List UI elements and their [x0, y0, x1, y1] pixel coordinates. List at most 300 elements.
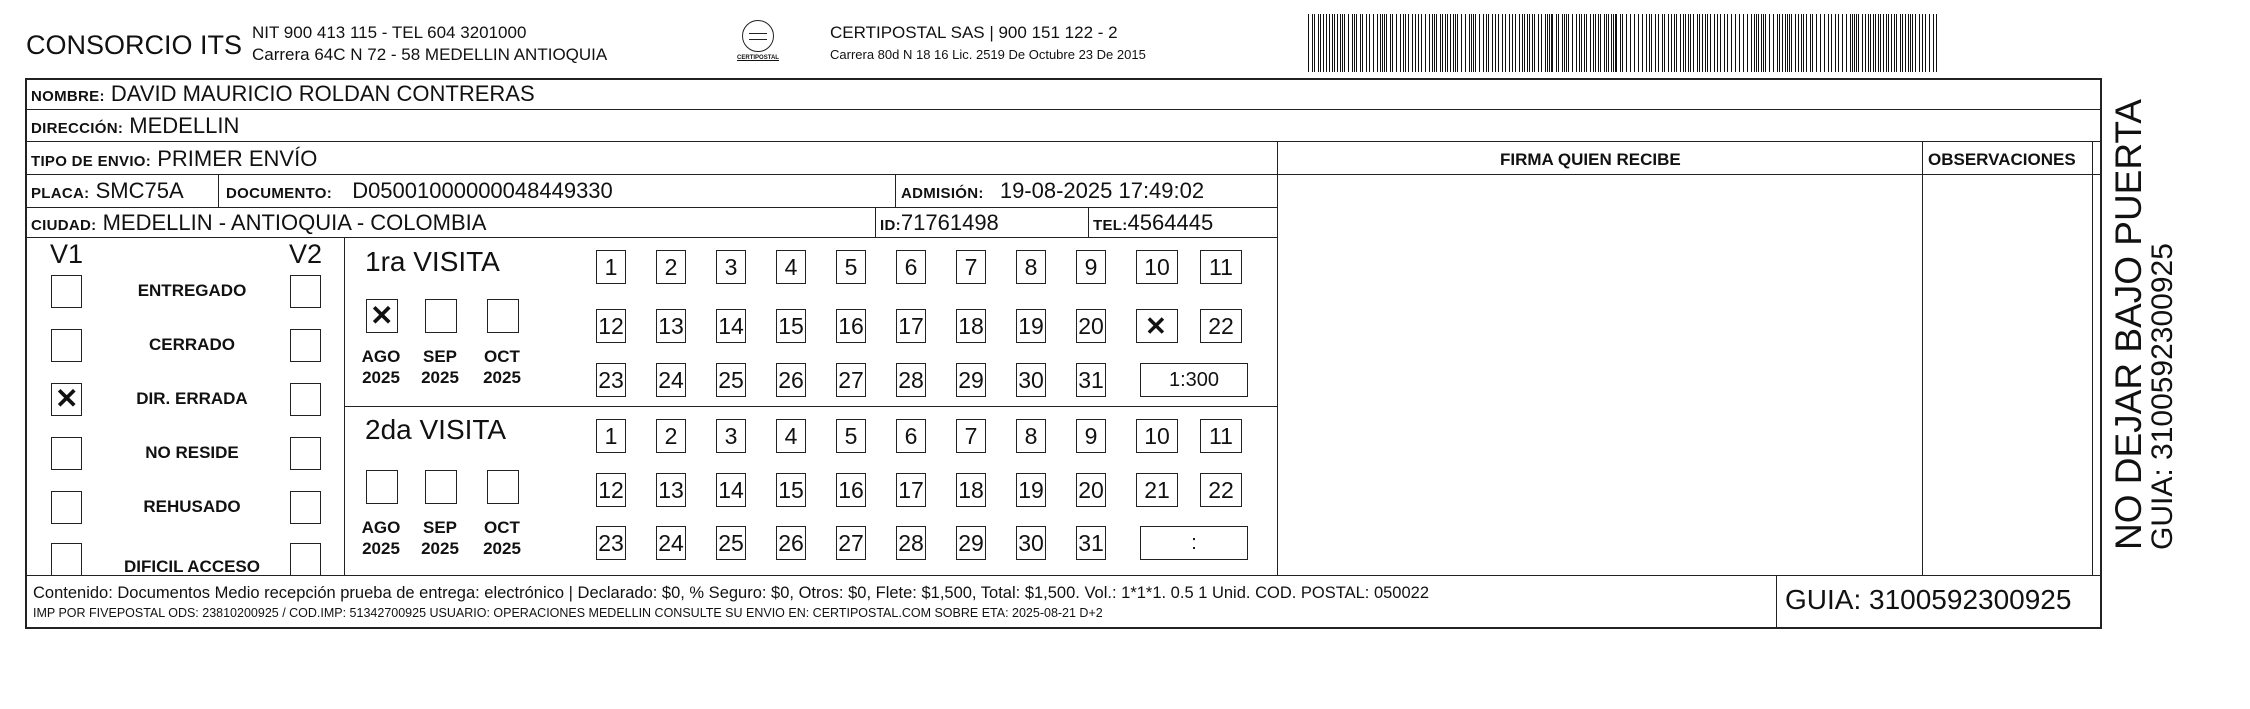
certipostal-logo [732, 20, 784, 68]
id-value: 71761498 [900, 210, 999, 235]
barcode-bar [1763, 14, 1764, 72]
barcode-bar [1382, 14, 1383, 72]
barcode-bar [1854, 14, 1855, 72]
barcode-bar [1782, 14, 1783, 72]
barcode-bar [1710, 14, 1711, 72]
barcode-bar [1933, 14, 1934, 72]
barcode-bar [1858, 14, 1859, 72]
tipo-envio-row [31, 146, 317, 172]
barcode-bar [1900, 14, 1901, 72]
barcode-bar [1453, 14, 1454, 72]
status-label-rehusado: REHUSADO [143, 497, 241, 516]
barcode-bar [1403, 14, 1404, 72]
barcode-bar [1461, 14, 1462, 72]
first-visit-day-14[interactable]: 14 [716, 309, 746, 343]
first-visit-day-18[interactable]: 18 [956, 309, 986, 343]
placa-cell [31, 178, 184, 204]
barcode-bar [1606, 14, 1607, 72]
second-visit-day-24[interactable]: 24 [656, 526, 686, 560]
barcode-bar [1929, 14, 1930, 72]
second-visit-time-box[interactable]: : [1140, 526, 1248, 560]
first-visit-day-27[interactable]: 27 [836, 363, 866, 397]
barcode-bar [1717, 14, 1718, 72]
barcode-bar [1377, 14, 1378, 72]
first-visit-day-26[interactable]: 26 [776, 363, 806, 397]
barcode-bar [1754, 14, 1755, 72]
v1-checkbox-cerrado[interactable] [51, 329, 82, 362]
second-visit-day-28[interactable]: 28 [896, 526, 926, 560]
barcode-bar [1522, 14, 1523, 72]
barcode-bar [1488, 14, 1489, 72]
barcode-bar [1828, 14, 1829, 72]
barcode-bar [1356, 14, 1357, 72]
documento-cell [226, 178, 613, 204]
second-visit-day-3[interactable]: 3 [716, 419, 746, 453]
tel-cell [1093, 210, 1213, 236]
first-visit-day-10[interactable]: 10 [1136, 250, 1178, 284]
barcode-bar [1440, 14, 1441, 72]
barcode-bar [1509, 14, 1510, 72]
barcode-bar [1908, 14, 1909, 72]
barcode-bar [1473, 14, 1474, 72]
barcode-bar [1611, 14, 1612, 72]
barcode-bar [1354, 14, 1355, 72]
company-info [252, 22, 607, 66]
barcode-bar [1683, 14, 1684, 72]
barcode-bar [1436, 14, 1437, 72]
barcode-bar [1688, 14, 1689, 72]
observaciones-header: OBSERVACIONES [1928, 150, 2076, 169]
barcode-bar [1332, 14, 1333, 72]
status-label-no-reside: NO RESIDE [145, 443, 239, 462]
barcode-bar [1551, 14, 1553, 72]
first-visit-day-6[interactable]: 6 [896, 250, 926, 284]
barcode-bar [1883, 14, 1884, 72]
barcode-bar [1352, 14, 1353, 72]
barcode-bar [1820, 14, 1821, 72]
barcode-bar [1564, 14, 1565, 72]
barcode-bar [1538, 14, 1539, 72]
barcode-bar [1400, 14, 1401, 72]
barcode-bar [1323, 14, 1324, 72]
barcode-bar [1735, 14, 1736, 72]
barcode-bar [1850, 14, 1851, 72]
first-visit-day-1[interactable]: 1 [596, 250, 626, 284]
x-mark-icon: ✕ [370, 300, 394, 331]
first-visit-day-9[interactable]: 9 [1076, 250, 1106, 284]
direccion-value: MEDELLIN [129, 113, 240, 138]
barcode-bar [1705, 14, 1706, 72]
barcode-bar [1789, 14, 1790, 72]
v2-header: V2 [289, 239, 323, 269]
first-visit-day-3[interactable]: 3 [716, 250, 746, 284]
second-visit-day-8[interactable]: 8 [1016, 419, 1046, 453]
barcode-bar [1465, 14, 1466, 72]
second-visit-day-27[interactable]: 27 [836, 526, 866, 560]
barcode [1308, 14, 1942, 72]
courier-address: Carrera 80d N 18 16 Lic. 2519 De Octubre 23 De 2015 [830, 47, 1146, 62]
barcode-bar [1806, 14, 1807, 72]
barcode-bar [1720, 14, 1721, 72]
v1-header: V1 [50, 239, 84, 269]
first-visit-month-checkbox-sep[interactable] [425, 299, 457, 333]
barcode-bar [1455, 14, 1456, 72]
second-visit-day-5[interactable]: 5 [836, 419, 866, 453]
barcode-bar [1590, 14, 1591, 72]
first-visit-day-21[interactable] [1136, 309, 1178, 343]
second-visit-day-13[interactable]: 13 [656, 473, 686, 507]
v2-checkbox-dir-errada[interactable] [290, 383, 321, 416]
second-visit-day-1[interactable]: 1 [596, 419, 626, 453]
admision-label: ADMISIÓN: [901, 185, 984, 202]
barcode-bar [1512, 14, 1513, 72]
second-visit-day-30[interactable]: 30 [1016, 526, 1046, 560]
barcode-bar [1894, 14, 1895, 72]
x-mark-icon: ✕ [1145, 311, 1167, 341]
barcode-bar [1888, 14, 1889, 72]
barcode-bar [1634, 14, 1635, 72]
barcode-bar [1425, 14, 1426, 72]
barcode-bar [1880, 14, 1881, 72]
barcode-bar [1318, 14, 1319, 72]
barcode-bar [1547, 14, 1548, 72]
second-visit-day-6[interactable]: 6 [896, 419, 926, 453]
barcode-bar [1873, 14, 1874, 72]
barcode-bar [1392, 14, 1393, 72]
barcode-bar [1579, 14, 1580, 72]
courier-line: CERTIPOSTAL SAS | 900 151 122 - 2 [830, 23, 1118, 42]
second-visit-day-15[interactable]: 15 [776, 473, 806, 507]
documento-value: D05001000000048449330 [352, 178, 613, 203]
barcode-bar [1576, 14, 1577, 72]
barcode-bar [1658, 14, 1659, 72]
barcode-bar [1534, 14, 1535, 72]
first-visit-day-7[interactable]: 7 [956, 250, 986, 284]
barcode-bar [1434, 14, 1435, 72]
v1-checkbox-no-reside[interactable] [51, 437, 82, 470]
barcode-bar [1360, 14, 1361, 72]
barcode-bar [1429, 14, 1430, 72]
barcode-bar [1787, 14, 1788, 72]
ciudad-label: CIUDAD: [31, 217, 97, 234]
second-visit-day-16[interactable]: 16 [836, 473, 866, 507]
barcode-bar [1905, 14, 1906, 72]
barcode-bar [1662, 14, 1663, 72]
guia-number: GUIA: 3100592300925 [1785, 584, 2072, 615]
barcode-bar [1442, 14, 1443, 72]
barcode-bar [1308, 14, 1309, 72]
barcode-bar [1608, 14, 1609, 72]
barcode-bar [1314, 14, 1315, 72]
side-guia-text: GUIA: 3100592300925 [2146, 243, 2179, 550]
barcode-bar [1685, 14, 1686, 72]
barcode-bar [1515, 14, 1516, 72]
barcode-bar [1380, 14, 1381, 72]
barcode-bar [1396, 14, 1397, 72]
barcode-bar [1532, 14, 1533, 72]
barcode-bar [1519, 14, 1520, 72]
barcode-bar [1626, 14, 1627, 72]
barcode-bar [1756, 14, 1757, 72]
second-visit-day-2[interactable]: 2 [656, 419, 686, 453]
barcode-bar [1739, 14, 1740, 72]
first-visit-day-25[interactable]: 25 [716, 363, 746, 397]
barcode-bar [1919, 14, 1920, 72]
first-visit-day-11[interactable]: 11 [1200, 250, 1242, 284]
second-visit-day-19[interactable]: 19 [1016, 473, 1046, 507]
barcode-bar [1702, 14, 1703, 72]
barcode-bar [1471, 14, 1472, 72]
v1-checkbox-rehusado[interactable] [51, 491, 82, 524]
barcode-bar [1674, 14, 1675, 72]
barcode-bar [1856, 14, 1857, 72]
barcode-bar [1524, 14, 1525, 72]
barcode-bar [1369, 14, 1370, 72]
barcode-bar [1598, 14, 1599, 72]
barcode-bar [1693, 14, 1694, 72]
barcode-bar [1824, 14, 1825, 72]
barcode-bar [1638, 14, 1639, 72]
first-visit-time-box[interactable]: 1:300 [1140, 363, 1248, 397]
barcode-bar [1344, 14, 1345, 72]
barcode-bar [1445, 14, 1446, 72]
second-visit-day-20[interactable]: 20 [1076, 473, 1106, 507]
barcode-bar [1765, 14, 1766, 72]
barcode-bar [1649, 14, 1650, 72]
first-visit-day-24[interactable]: 24 [656, 363, 686, 397]
address-line: Carrera 64C N 72 - 58 MEDELLIN ANTIOQUIA [252, 45, 608, 64]
barcode-bar [1622, 14, 1623, 72]
first-visit-day-20[interactable]: 20 [1076, 309, 1106, 343]
barcode-bar [1912, 14, 1913, 72]
barcode-bar [1651, 14, 1652, 72]
barcode-bar [1412, 14, 1413, 72]
barcode-bar [1915, 14, 1916, 72]
second-visit-day-9[interactable]: 9 [1076, 419, 1106, 453]
barcode-bar [1707, 14, 1708, 72]
barcode-bar [1868, 14, 1869, 72]
barcode-bar [1630, 14, 1631, 72]
barcode-bar [1779, 14, 1780, 72]
barcode-bar [1408, 14, 1409, 72]
first-visit-day-13[interactable]: 13 [656, 309, 686, 343]
imp-line: IMP POR FIVEPOSTAL ODS: 23810200925 / COD.IMP: 51342700925 USUARIO: OPERACIONES MEDELLIN CONSULTE SU ENVIO EN: CERTIPOSTAL.COM SOBRE ETA: 2025-08-21 D+2 [33, 606, 1103, 620]
second-visit-month-checkbox-sep[interactable] [425, 470, 457, 504]
side-notice [2108, 99, 2180, 550]
barcode-bar [1642, 14, 1643, 72]
first-visit-day-8[interactable]: 8 [1016, 250, 1046, 284]
first-visit-month-label-ago: AGO 2025 [361, 347, 401, 387]
v2-checkbox-cerrado[interactable] [290, 329, 321, 362]
nombre-label: NOMBRE: [31, 88, 105, 105]
documento-label: DOCUMENTO: [226, 185, 333, 202]
barcode-bar [1486, 14, 1487, 72]
barcode-bar [1646, 14, 1647, 72]
barcode-bar [1886, 14, 1887, 72]
barcode-bar [1620, 14, 1621, 72]
second-visit-day-31[interactable]: 31 [1076, 526, 1106, 560]
barcode-bar [1835, 14, 1836, 72]
second-visit-day-12[interactable]: 12 [596, 473, 626, 507]
barcode-bar [1671, 14, 1672, 72]
barcode-bar [1798, 14, 1799, 72]
id-label: ID: [880, 217, 901, 234]
barcode-bar [1870, 14, 1871, 72]
first-visit-day-5[interactable]: 5 [836, 250, 866, 284]
barcode-bar [1329, 14, 1330, 72]
second-visit-month-label-sep: SEP 2025 [421, 518, 459, 558]
barcode-bar [1558, 14, 1559, 72]
barcode-bar [1680, 14, 1681, 72]
first-visit-day-22[interactable]: 22 [1200, 309, 1242, 343]
barcode-bar [1801, 14, 1802, 72]
barcode-bar [1655, 14, 1656, 72]
first-visit-day-15[interactable]: 15 [776, 309, 806, 343]
barcode-bar [1384, 14, 1385, 72]
direccion-label: DIRECCIÓN: [31, 120, 124, 137]
second-visit-day-23[interactable]: 23 [596, 526, 626, 560]
no-dejar-text: NO DEJAR BAJO PUERTA [2108, 99, 2149, 550]
v1-checkbox-entregado[interactable] [51, 275, 82, 308]
v2-checkbox-dificil-acceso[interactable] [290, 543, 321, 576]
barcode-bar [1791, 14, 1792, 72]
barcode-bar [1690, 14, 1691, 72]
barcode-bar [1600, 14, 1601, 72]
barcode-bar [1545, 14, 1546, 72]
nit-line: NIT 900 413 115 - TEL 604 3201000 [252, 23, 527, 42]
second-visit-month-checkbox-oct[interactable] [487, 470, 519, 504]
second-visit-day-26[interactable]: 26 [776, 526, 806, 560]
second-visit-day-10[interactable]: 10 [1136, 419, 1178, 453]
barcode-bar [1479, 14, 1480, 72]
admision-value: 19-08-2025 17:49:02 [999, 178, 1205, 203]
x-mark-icon: ✕ [55, 383, 79, 414]
status-label-dificil-acceso: DIFICIL ACCESO [123, 557, 260, 576]
second-visit-day-25[interactable]: 25 [716, 526, 746, 560]
barcode-bar [1415, 14, 1416, 72]
ciudad-value: MEDELLIN - ANTIOQUIA - COLOMBIA [102, 210, 487, 235]
barcode-bar [1340, 14, 1341, 72]
second-visit-month-checkbox-ago[interactable] [366, 470, 398, 504]
barcode-bar [1483, 14, 1484, 72]
second-visit-day-7[interactable]: 7 [956, 419, 986, 453]
barcode-bar [1831, 14, 1832, 72]
first-visit-day-23[interactable]: 23 [596, 363, 626, 397]
second-visit-day-17[interactable]: 17 [896, 473, 926, 507]
barcode-bar [1613, 14, 1614, 72]
barcode-bar [1676, 14, 1677, 72]
barcode-bar [1492, 14, 1493, 72]
nombre-row [31, 81, 535, 107]
first-visit-day-30[interactable]: 30 [1016, 363, 1046, 397]
second-visit-day-22[interactable]: 22 [1200, 473, 1242, 507]
first-visit-month-checkbox-oct[interactable] [487, 299, 519, 333]
v1-checkbox-dificil-acceso[interactable] [51, 543, 82, 576]
second-visit-day-4[interactable]: 4 [776, 419, 806, 453]
barcode-bar [1697, 14, 1698, 72]
barcode-bar [1769, 14, 1770, 72]
barcode-bar [1842, 14, 1843, 72]
barcode-bar [1581, 14, 1582, 72]
barcode-bar [1312, 14, 1313, 72]
placa-label: PLACA: [31, 185, 90, 202]
v2-checkbox-entregado[interactable] [290, 275, 321, 308]
barcode-bar [1572, 14, 1573, 72]
first-visit-day-31[interactable]: 31 [1076, 363, 1106, 397]
second-visit-month-label-ago: AGO 2025 [361, 518, 401, 558]
barcode-bar [1758, 14, 1759, 72]
logo-text: CERTIPOSTAL [737, 55, 779, 61]
barcode-bar [1852, 14, 1853, 72]
barcode-bar [1747, 14, 1748, 72]
company-name: CONSORCIO ITS [26, 30, 243, 60]
barcode-bar [1862, 14, 1863, 72]
tipo-envio-value: PRIMER ENVÍO [157, 146, 318, 171]
tipo-envio-label: TIPO DE ENVIO: [31, 153, 152, 170]
barcode-bar [1777, 14, 1778, 72]
second-visit-day-21[interactable]: 21 [1136, 473, 1178, 507]
direccion-row [31, 113, 239, 139]
barcode-bar [1568, 14, 1569, 72]
first-visit-day-19[interactable]: 19 [1016, 309, 1046, 343]
ciudad-cell [31, 210, 486, 236]
barcode-bar [1785, 14, 1786, 72]
second-visit-day-29[interactable]: 29 [956, 526, 986, 560]
v2-checkbox-rehusado[interactable] [290, 491, 321, 524]
second-visit-day-11[interactable]: 11 [1200, 419, 1242, 453]
second-visit-title: 2da VISITA [365, 414, 507, 445]
barcode-bar [1584, 14, 1585, 72]
v2-checkbox-no-reside[interactable] [290, 437, 321, 470]
barcode-bar [1386, 14, 1387, 72]
tel-value: 4564445 [1127, 210, 1214, 235]
barcode-bar [1498, 14, 1499, 72]
first-visit-day-28[interactable]: 28 [896, 363, 926, 397]
barcode-bar [1326, 14, 1327, 72]
barcode-bar [1743, 14, 1744, 72]
barcode-bar [1727, 14, 1728, 72]
barcode-bar [1891, 14, 1892, 72]
barcode-bar [1595, 14, 1596, 72]
barcode-bar [1450, 14, 1451, 72]
first-visit-day-16[interactable]: 16 [836, 309, 866, 343]
barcode-bar [1405, 14, 1406, 72]
first-visit-day-17[interactable]: 17 [896, 309, 926, 343]
first-visit-title: 1ra VISITA [365, 246, 500, 277]
second-visit-day-18[interactable]: 18 [956, 473, 986, 507]
barcode-bar [1664, 14, 1665, 72]
first-visit-day-4[interactable]: 4 [776, 250, 806, 284]
barcode-bar [1896, 14, 1897, 72]
logo-circle-icon [742, 20, 774, 52]
first-visit-day-2[interactable]: 2 [656, 250, 686, 284]
first-visit-month-checkbox-ago[interactable] [366, 299, 398, 333]
barcode-bar [1342, 14, 1343, 72]
barcode-bar [1714, 14, 1715, 72]
barcode-bar [1810, 14, 1811, 72]
barcode-bar [1362, 14, 1363, 72]
barcode-bar [1457, 14, 1458, 72]
second-visit-day-14[interactable]: 14 [716, 473, 746, 507]
barcode-bar [1731, 14, 1732, 72]
second-visit-month-label-oct: OCT 2025 [483, 518, 521, 558]
barcode-bar [1320, 14, 1321, 72]
placa-value: SMC75A [95, 178, 184, 203]
first-visit-day-29[interactable]: 29 [956, 363, 986, 397]
first-visit-day-12[interactable]: 12 [596, 309, 626, 343]
barcode-bar [1865, 14, 1866, 72]
v1-checkbox-dir-errada[interactable] [51, 383, 82, 416]
